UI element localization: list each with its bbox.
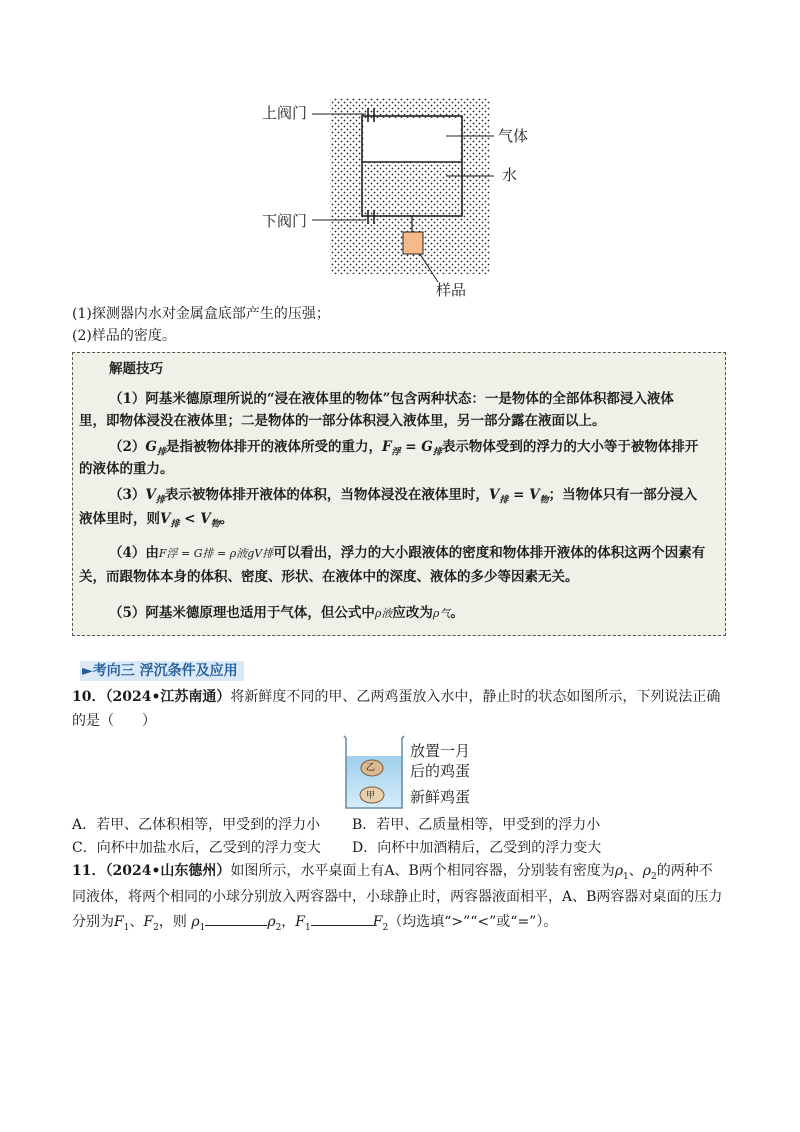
label-old-egg: 放置一月 <box>410 742 471 760</box>
q10-stem-text: 将新鲜度不同的甲、乙两鸡蛋放入水中，静止时的状态如图所示，下列说法正确 <box>230 689 721 705</box>
subquestion-2: (2)样品的密度。 <box>72 328 176 344</box>
formula-v-eq: $V_排 = V_物$ <box>488 487 549 506</box>
section-heading: ►考向三 浮沉条件及应用 <box>80 661 244 681</box>
label-sample: 样品 <box>436 281 467 299</box>
tips-p2b: 的液体的重力。 <box>79 461 174 477</box>
gas-region <box>364 118 460 162</box>
formula-v-lt: $V_排 < V_物$ <box>160 511 220 530</box>
formula-rho-gas: ρ气 <box>432 607 451 620</box>
egg-beaker-figure <box>340 732 420 812</box>
label-new-egg: 新鲜鸡蛋 <box>410 788 471 806</box>
tips-p3a: $(3)V_排$表示被物体排开液体的体积，当物体浸没在液体里时，$V_排 = V_物$；当物体只有一部分浸入 <box>109 487 698 506</box>
formula-v: $V_排$ <box>145 487 165 506</box>
tips-title: 解题技巧 <box>109 361 163 377</box>
q11-stem-b: 同液体，将两个相同的小球分别放入两容器中，小球静止时，两容器液面相平，A、B两容器对桌面的压力 <box>72 889 723 905</box>
q11-source: （2024•山东德州） <box>105 863 231 879</box>
formula-f-eq-g: $F_浮 = G_排$ <box>381 439 442 458</box>
formula-archimedes: F浮 = G排 = ρ液gV排 <box>158 547 274 560</box>
tips-p2a-mid: 是指被物体排开的液体所受的重力， <box>165 439 382 455</box>
answer-blank-2[interactable] <box>311 911 373 926</box>
detector-diagram <box>250 92 540 302</box>
egg-a-label: 甲 <box>366 791 376 801</box>
q10-source: （2024•江苏南通） <box>105 689 231 705</box>
tips-p2a-post: 表示物体受到的浮力的大小等于被物体排开 <box>441 439 699 455</box>
q11-stem-c: 分别为$F_1$、$F_2$，则 $\rho_1$ $\rho_2$，$F_1$ $F_2$（均选填“>”“<”或“=”）。 <box>72 911 557 938</box>
label-top-valve: 上阀门 <box>262 104 308 122</box>
q10-option-a: A．若甲、乙体积相等，甲受到的浮力小 <box>72 817 321 833</box>
label-bottom-valve: 下阀门 <box>262 212 308 230</box>
label-water: 水 <box>502 166 518 184</box>
subquestion-1: (1)探测器内水对金属盒底部产生的压强； <box>72 306 330 322</box>
q10-stem-a <box>72 687 720 707</box>
tips-p1b: 里，即物体浸没在液体里；二是物体的一部分体积浸入液体里，另一部分露在液面以上。 <box>79 413 606 429</box>
tips-p2a <box>109 437 698 463</box>
q11-number: 11． <box>72 863 106 879</box>
tips-p3b: 液体里时，则$V_排 < V_物$。 <box>79 511 234 530</box>
q11-stem-a: 11．（2024•山东德州）如图所示，水平桌面上有A、B两个相同容器，分别装有密度为$\rho_1$、$\rho_2$的两种不 <box>72 863 713 882</box>
tips-p1a: （1）阿基米德原理所说的“浸在液体里的物体”包含两种状态：一是物体的全部体积都浸入液体 <box>109 391 674 407</box>
egg-b-label: 乙 <box>366 763 376 773</box>
q10-option-d: D．向杯中加酒精后，乙受到的浮力变大 <box>352 840 602 856</box>
formula-rho-liquid: ρ液 <box>374 607 393 620</box>
q10-option-b: B．若甲、乙质量相等，甲受到的浮力小 <box>352 817 601 833</box>
formula-g: $G_排$ <box>145 439 166 458</box>
q10-option-c: C．向杯中加盐水后，乙受到的浮力变大 <box>72 840 321 856</box>
sample-block <box>403 232 423 254</box>
label-old-egg-2: 后的鸡蛋 <box>410 762 471 780</box>
tips-box <box>72 352 726 636</box>
q10-number: 10． <box>72 689 106 705</box>
tips-p5: （5）阿基米德原理也适用于气体，但公式中ρ液应改为ρ气。 <box>109 605 464 621</box>
q10-stem-b: 的是（ ） <box>72 713 156 729</box>
answer-blank-1[interactable] <box>205 911 267 926</box>
tips-p4a: （4）由F浮 = G排 = ρ液gV排可以看出，浮力的大小跟液体的密度和物体排开液体的体积这两个因素有 <box>109 545 706 561</box>
tips-p4b: 关，而跟物体本身的体积、密度、形状、在液体中的深度、液体的多少等因素无关。 <box>79 569 579 585</box>
tips-p2a-pre: （2） <box>109 439 146 455</box>
label-gas: 气体 <box>498 127 529 145</box>
